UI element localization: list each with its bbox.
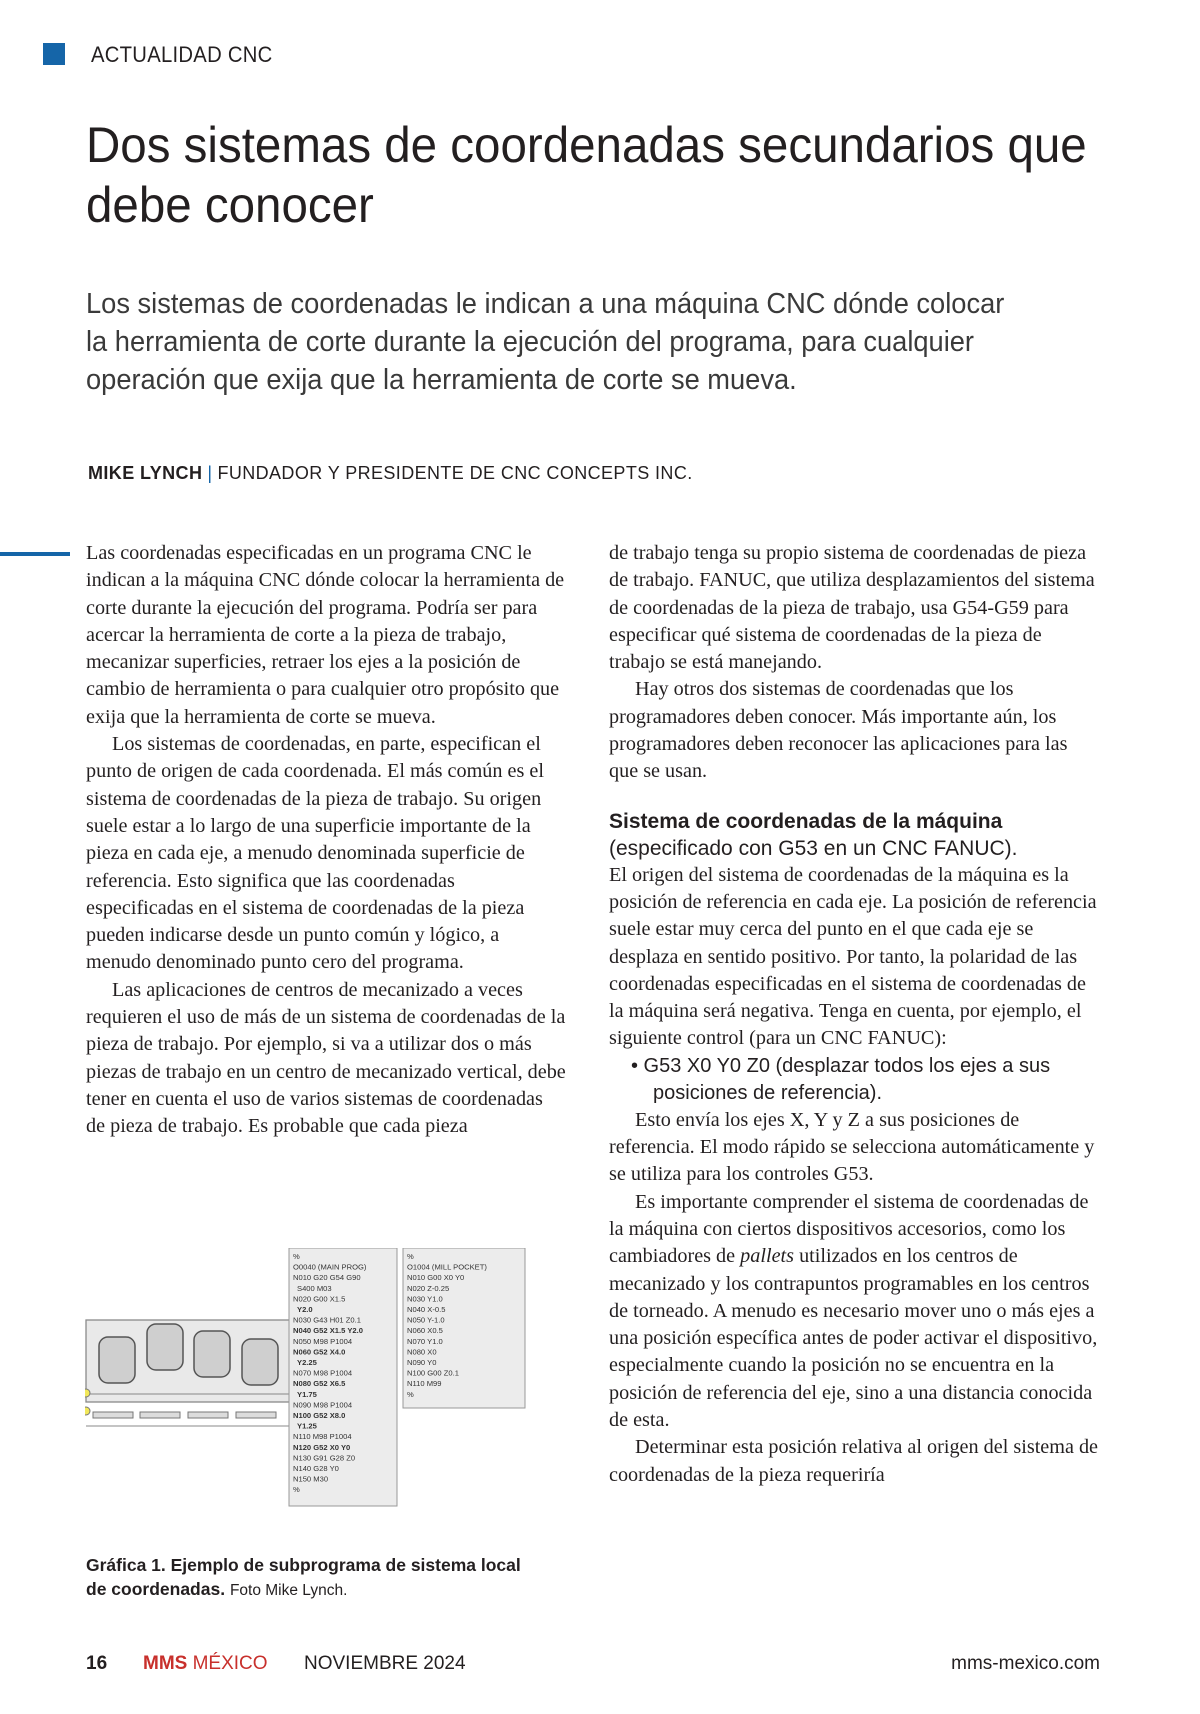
workpiece (242, 1339, 278, 1385)
fixture-slot (93, 1412, 133, 1418)
caption-title: Gráfica 1. Ejemplo de subprograma de sistema local de coordenadas. (86, 1555, 521, 1599)
workpiece (147, 1324, 183, 1370)
workpiece (99, 1337, 135, 1383)
code-line: N080 G52 X6.5 (293, 1379, 346, 1389)
code-line: N070 Y1.0 (407, 1336, 443, 1346)
paragraph: Hay otros dos sistemas de coordenadas que los programadores deben conocer. Más importante aún, los programadores deben reconocer las aplicaciones para las que se usan. (609, 678, 1068, 783)
code-line: N130 G91 G28 Z0 (293, 1453, 356, 1463)
code-line: % (407, 1389, 414, 1399)
website-link[interactable]: mms-mexico.com (951, 1653, 1100, 1674)
code-line: N140 G28 Y0 (293, 1464, 339, 1473)
column-rule (0, 552, 70, 556)
code-line: N030 G43 H01 Z0.1 (293, 1315, 361, 1325)
caption-credit: Foto Mike Lynch. (229, 1582, 348, 1599)
page-footer (86, 1653, 1100, 1679)
origin-marker (85, 1389, 90, 1397)
paragraph-text: Es importante comprender el sistema de coordenadas de la máquina con ciertos dispositivos accesorios, como los cambiadores de (609, 1190, 1089, 1268)
code-line: Y2.0 (297, 1305, 313, 1314)
code-line: N030 Y1.0 (407, 1294, 443, 1304)
byline-role: FUNDADOR Y PRESIDENTE DE CNC CONCEPTS INC. (217, 463, 693, 483)
code-line: N040 G52 X1.5 Y2.0 (293, 1326, 363, 1336)
origin-marker (85, 1407, 90, 1415)
figure-caption (86, 1553, 546, 1603)
code-line: N110 M99 (407, 1379, 442, 1389)
right-column (609, 540, 1099, 1489)
figure-graphic (85, 1248, 565, 1513)
paragraph-text: utilizados en los centros de mecanizado y los contrapuntos programables en los centros de torneado. A menudo es necesario mover uno o más ejes a una posición específica antes de poder activar el dispositivo, especialmente cuando la posición no se encuentra en la posición de referencia del eje, sino a una distancia conocida de esta. (609, 1245, 1098, 1432)
code-line: % (293, 1485, 300, 1495)
byline-author: MIKE LYNCH (88, 463, 203, 483)
magazine-name-bold: MMS (143, 1653, 188, 1674)
code-line: N150 M30 (293, 1474, 329, 1484)
code-line: N080 X0 (407, 1347, 437, 1357)
code-line: N070 M98 P1004 (293, 1368, 353, 1378)
code-line: O0040 (MAIN PROG) (293, 1262, 367, 1272)
code-line: N120 G52 X0 Y0 (293, 1442, 351, 1452)
paragraph: Los sistemas de coordenadas, en parte, especifican el punto de origen de cada coordenada. El más común es el sistema de coordenadas de la pieza de trabajo. Su origen suele estar a lo largo de una superficie importante de la pieza en cada eje, a menudo denominada superficie de referencia. Esto significa que las coordenadas especificadas en el sistema de coordenadas de la pieza pueden indicarse desde un punto común y lógico, a menudo denominado punto cero del programa. (86, 733, 544, 974)
figure-illustration (85, 1248, 565, 1513)
code-line: N040 X-0.5 (407, 1305, 446, 1314)
paragraph: Las aplicaciones de centros de mecanizado a veces requieren el uso de más de un sistema de coordenadas de la pieza de trabajo. Por ejemplo, si va a utilizar dos o más piezas de trabajo en un centro de mecanizado vertical, debe tener en cuenta el uso de varios sistemas de coordenadas de pieza de trabajo. Es probable que cada pieza (86, 978, 566, 1138)
subhead-note: (especificado con G53 en un CNC FANUC). (609, 836, 1018, 860)
code-line: N100 G00 Z0.1 (407, 1368, 459, 1378)
bullet-item: • G53 X0 Y0 Z0 (desplazar todos los ejes a sus posiciones de referencia). (631, 1054, 1051, 1104)
paragraph-emphasis: pallets (740, 1245, 795, 1268)
code-line: O1004 (MILL POCKET) (407, 1262, 487, 1272)
code-line: Y1.75 (297, 1389, 317, 1399)
left-column (86, 540, 566, 1141)
code-line: Y1.25 (297, 1421, 317, 1431)
code-line: N010 G00 X0 Y0 (407, 1273, 465, 1283)
code-line: Y2.25 (297, 1358, 317, 1367)
paragraph: Las coordenadas especificadas en un programa CNC le indican a la máquina CNC dónde colocar la herramienta de corte durante la ejecución del programa. Podría ser para acercar la herramienta de corte a la pieza de trabajo, mecanizar superficies, retraer los ejes a la posición de cambio de herramienta o para cualquier otro propósito que exija que la herramienta de corte se mueva. (86, 542, 565, 728)
paragraph: El origen del sistema de coordenadas de la máquina es la posición de referencia en cada eje. La posición de referencia suele estar muy cerca del punto en el que cada eje se desplaza en sentido positivo. Por tanto, la polaridad de las coordenadas especificadas en el sistema de coordenadas de la máquina será negativa. Tenga en cuenta, por ejemplo, el siguiente control (para un CNC FANUC): (609, 863, 1097, 1050)
code-line: % (293, 1252, 300, 1261)
byline (88, 463, 693, 484)
fixture-slot (188, 1412, 228, 1418)
code-line: S400 M03 (297, 1283, 332, 1293)
paragraph: Esto envía los ejes X, Y y Z a sus posiciones de referencia. El modo rápido se selecciona automáticamente y se utiliza para los controles G53. (609, 1108, 1095, 1186)
issue-date: NOVIEMBRE 2024 (304, 1653, 466, 1674)
code-line: N090 M98 P1004 (293, 1400, 353, 1410)
code-line: N110 M98 P1004 (293, 1432, 352, 1442)
code-line: N100 G52 X8.0 (293, 1411, 346, 1420)
code-line: N010 G20 G54 G90 (293, 1273, 361, 1283)
code-line: N050 M98 P1004 (293, 1336, 353, 1346)
section-marker (43, 43, 65, 65)
fixture-slot (140, 1412, 180, 1418)
fixture-slot (236, 1412, 276, 1418)
code-line: N060 G52 X4.0 (293, 1347, 346, 1357)
paragraph (609, 1189, 1099, 1435)
code-line: % (407, 1252, 414, 1261)
section-label: ACTUALIDAD CNC (91, 42, 273, 67)
subhead (609, 808, 1099, 862)
article-title: Dos sistemas de coordenadas secundarios que debe conocer (86, 117, 1087, 233)
code-line: N050 Y-1.0 (407, 1315, 445, 1325)
magazine-name (143, 1653, 268, 1675)
workpiece (194, 1331, 230, 1377)
byline-separator: | (207, 463, 213, 483)
code-line: N020 G00 X1.5 (293, 1294, 346, 1304)
subhead-title: Sistema de coordenadas de la máquina (609, 809, 1003, 833)
paragraph: Determinar esta posición relativa al origen del sistema de coordenadas de la pieza requeriría (609, 1436, 1099, 1486)
article-lead: Los sistemas de coordenadas le indican a una máquina CNC dónde colocar la herramienta de corte durante la ejecución del programa, para cualquier operación que exija que la herramienta de corte se mueva. (86, 288, 1005, 396)
magazine-name-rest: MÉXICO (192, 1653, 268, 1674)
code-line: N090 Y0 (407, 1358, 437, 1367)
code-line: N060 X0.5 (407, 1326, 443, 1336)
page-number: 16 (86, 1653, 108, 1674)
paragraph: de trabajo tenga su propio sistema de coordenadas de pieza de trabajo. FANUC, que utiliza desplazamientos del sistema de coordenadas de la pieza de trabajo, usa G54-G59 para especificar qué sistema de coordenadas de la pieza de trabajo se está manejando. (609, 542, 1095, 674)
code-line: N020 Z-0.25 (407, 1283, 450, 1293)
